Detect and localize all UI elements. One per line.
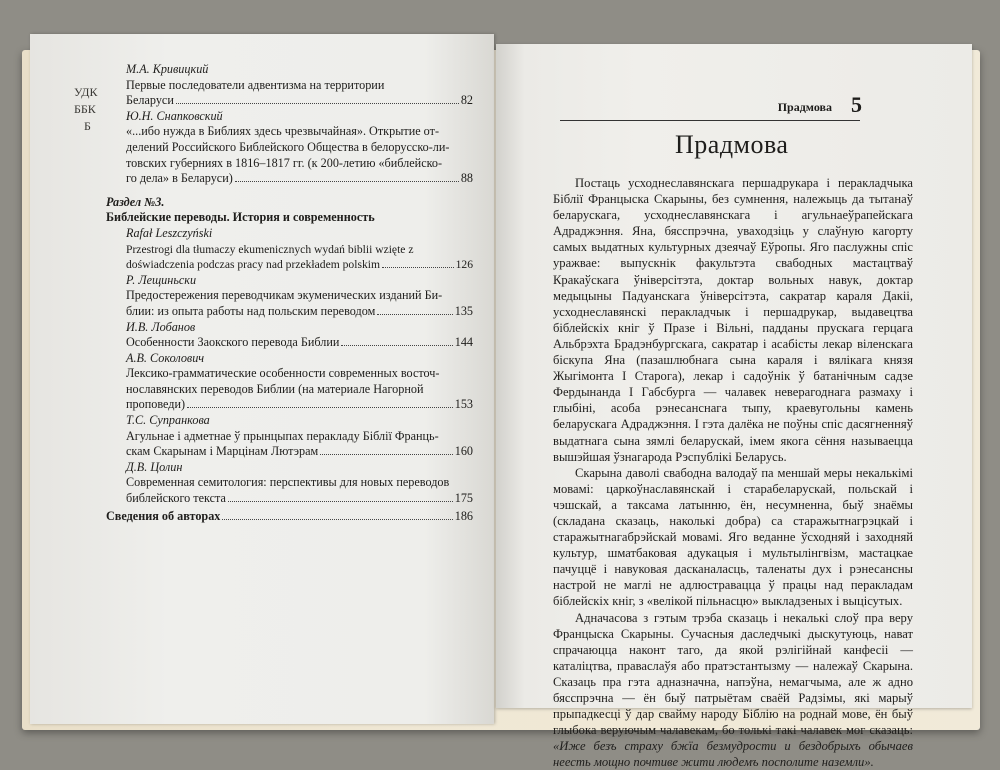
toc-title-line: Przestrogi dla tłumaczy ekumenicznych wydań biblii wzięte z [126, 242, 414, 256]
toc-page-number: 82 [460, 93, 473, 108]
toc-last-line [98, 304, 473, 320]
toc-author: Д.В. Цолин [126, 459, 183, 474]
chapter-heading: Прадмова [675, 130, 789, 159]
toc-last-line [98, 93, 473, 109]
dot-leader [222, 519, 452, 520]
toc-author: Rafał Leszczyński [126, 225, 213, 240]
toc-page-number: 186 [454, 508, 473, 523]
dot-leader [176, 103, 459, 104]
dot-leader [382, 267, 454, 268]
toc-author: И.В. Лобанов [126, 319, 196, 334]
toc-title-line: Лексико-грамматические особенности современных восточ- [126, 366, 440, 381]
paragraph: Скарына даволі свабодна валодаў па меншай меры некалькімі мовамі: царкоўнаславянскай і старабеларускай, польскай і чэшскай, а таксама латынню, ён, несумненна, быў знаёмы (складана сказаць, наколькі добра) са старажытнагрэцкай і старажытнагабрэйскай мовамі. Яго веданне ўсходняй і заходняй культур, шматбаковая адукацыя і мультылінгвізм, мастацкае пачуццё і навуковая дасканаласць, таленаты дух і рэнесансны настрой не маглі не адлюстравацца ў працы над перакладам біблейскіх кніг, з «велікой пільнасцю» выкладзеных і выцісутых. [553, 465, 913, 609]
running-head [560, 92, 860, 121]
toc-title-end: го дела» в Беларуси) [126, 171, 233, 186]
dot-leader [341, 345, 452, 346]
toc-title-end: doświadczenia podczas pracy nad przekładem polskim [126, 258, 380, 272]
toc-title-line: Современная семитология: перспективы для новых переводов [126, 475, 450, 490]
toc-last-line [98, 444, 473, 460]
toc-author: Р. Лещиньски [126, 272, 197, 287]
toc-title-end: блии: из опыта работы над польским переводом [126, 303, 376, 318]
toc-title-line: «...ибо нужда в Библиях здесь чрезвычайная». Открытие от- [126, 124, 440, 139]
toc-title-line: Предостережения переводчикам экуменических изданий Би- [126, 288, 443, 303]
page-number: 5 [851, 92, 862, 117]
paragraph: Постаць усходнеславянскага першадрукара і перакладчыка Біблії Францыска Скарыны, без сумнення, належыць да тытанаў беларускага, усходнеславянскага і агульнаеўрапейскага Адраджэння. Яна, бясспрэчна, уваходзіць у слаўную кагорту самых выдатных культурных дзеячаў Еўропы. Яго паслужны спіс уражвае: выпускнік факультэта свабодных мастацтваў Кракаўскага ўніверсітэта, доктар вольных навук, доктар медыцыны Падуанскага ўніверсітэта, сакратар караля Дакіі, усходнеславянскі перакладчык і першадрукар, выдавецтва біблейскіх кніг ў Празе і Вільні, падданы прускага герцага Альбрэхта Брадэнбургскага, сакратар і асабісты лекар віленскага біскупа Яна (пазашлюбнага сына караля і вялікага князя Жыгімонта I Старога), лекар і садоўнік ў батанічным садзе Фердынанда I Габсбурга — чалавек неверагоднага размаху і глыбіні, асоба рэнесанснага тыпу, краевугольны камень беларускага Адраджэння. І гэта далёка не поўны спіс дасягненняў выдатнага сына зямлі беларускай, імем якога сёння называецца вышэйшая ўзнагарода Рэспублікі Беларусь. [553, 176, 913, 464]
toc-author: М.А. Кривицкий [126, 62, 209, 76]
toc-title-line: нославянских переводов Библии (на материале Нагорной [126, 381, 424, 396]
toc-entry [98, 351, 473, 413]
dot-leader [320, 454, 452, 455]
dot-leader [228, 501, 453, 502]
toc-last-line [98, 257, 473, 273]
toc-title-line: товских губерниях в 1816–1817 гг. (к 200-летию «библейско- [126, 155, 443, 170]
toc-author: Т.С. Супранкова [126, 413, 210, 428]
toc-title-line: Первые последователи адвентизма на территории [126, 77, 385, 92]
section-title: Библейские переводы. История и современность [106, 210, 375, 225]
toc-entry [98, 226, 473, 273]
toc-page-number: 160 [454, 444, 473, 459]
toc-title-end: Беларуси [126, 93, 174, 108]
toc-entry [98, 413, 473, 460]
running-head-title: Прадмова [777, 100, 832, 114]
dot-leader [235, 181, 459, 182]
toc-final-entry [98, 509, 473, 525]
toc-last-line [98, 171, 473, 187]
toc-page-number: 135 [454, 303, 473, 318]
under-page-text: ББК [74, 102, 96, 116]
toc-final-label: Сведения об авторах [106, 508, 221, 523]
paragraph [553, 610, 913, 770]
toc-title-end: проповеди) [126, 397, 186, 412]
section-number: Раздел №3. [106, 194, 165, 209]
dot-leader [377, 314, 452, 315]
under-page-text: УДК [74, 85, 98, 99]
toc-title-end: библейского текста [126, 491, 226, 506]
dot-leader [187, 407, 453, 408]
toc-title-end: Особенности Заокского перевода Библии [126, 335, 340, 350]
toc-last-line [98, 397, 473, 413]
toc-author: А.В. Соколович [126, 350, 205, 365]
toc-last-line [98, 335, 473, 351]
toc-entry [98, 320, 473, 351]
toc-entry [98, 273, 473, 320]
toc-title-line: делений Российского Библейского Общества в белорусско-ли- [126, 139, 450, 154]
toc-entry [98, 62, 473, 109]
toc-title-line: Агульнае і адметнае ў прынцыпах перакладу Біблії Франць- [126, 428, 439, 443]
toc-title-end: скам Скарынам і Марцінам Лютэрам [126, 444, 319, 459]
under-page-text: Б [84, 119, 91, 133]
quote: «Иже безъ страху бжїа безмудрости и бездобрыхъ обычаев неесть мощно почтиве жити людемъ посполите наземли». [553, 739, 913, 770]
toc-page-number: 175 [454, 491, 473, 506]
toc-page-number: 88 [460, 171, 473, 186]
body-text [553, 175, 913, 770]
toc-entry [98, 460, 473, 507]
toc-author: Ю.Н. Снапковский [126, 108, 223, 123]
toc-page-number: 153 [454, 397, 473, 412]
toc-page-number: 126 [455, 258, 473, 272]
toc-entry [98, 109, 473, 187]
table-of-contents [98, 62, 473, 524]
toc-page-number: 144 [454, 335, 473, 350]
paragraph-text: Адначасова з гэтым трэба сказаць і некалькі слоў пра веру Францыска Скарыны. Сучасныя даследчыкі дыскутуюць, нават спрачаюцца наконт таго, да якой рэлігійнай канфесіі — каталіцтва, праваслаўя або пратэстантызму — належаў Скарына. Сказаць пра гэта адназначна, напэўна, немагчыма, але ж адно бясспрэчна — ён быў патрыётам сваёй Радзімы, які марыў прыпадкесці ў дар свайму народу Біблію на роднай мове, ён быў глыбока веруючым чалавекам, бо толькі такі чалавек мог сказаць: [553, 610, 913, 738]
toc-last-line [98, 491, 473, 507]
